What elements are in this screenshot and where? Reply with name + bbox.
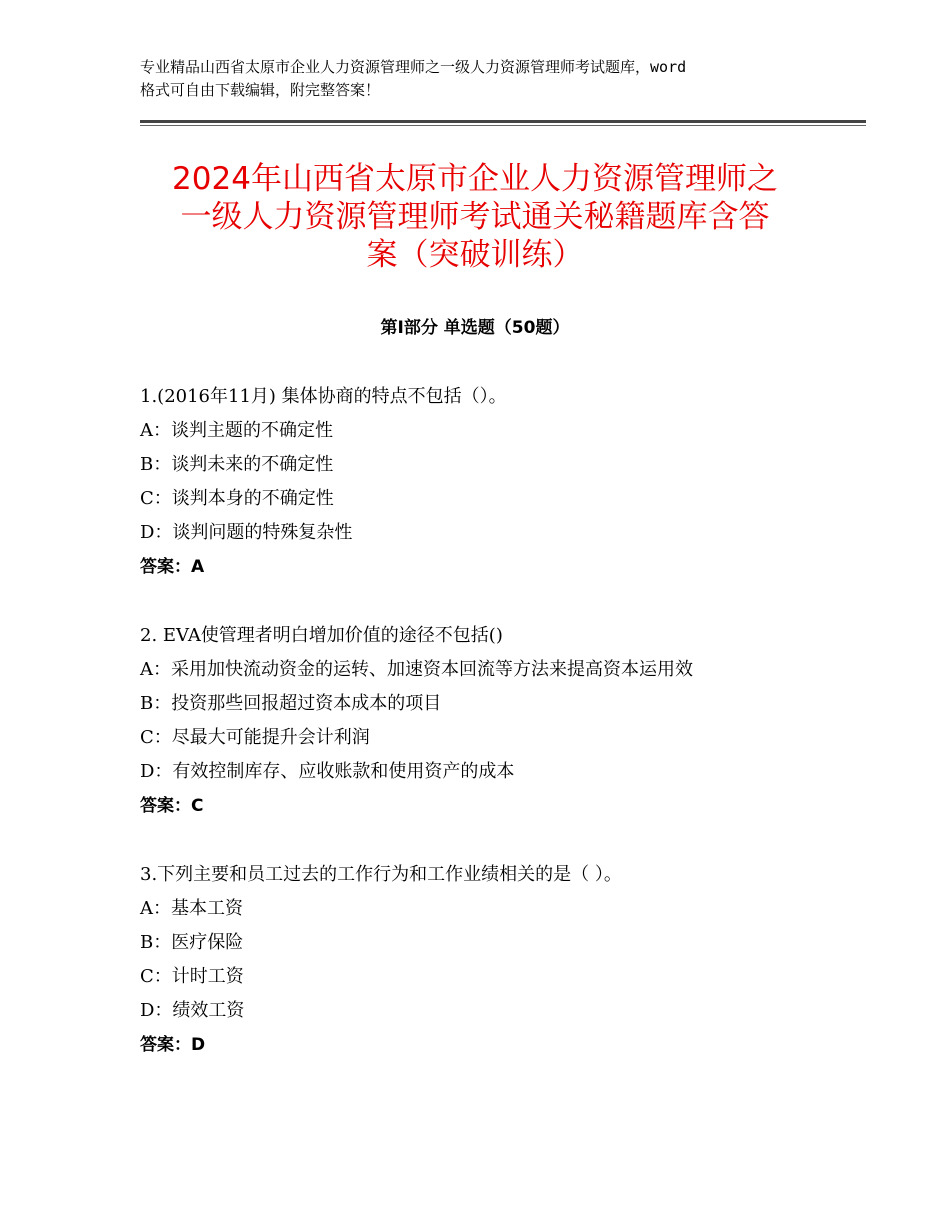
header-note-line-2: 格式可自由下载编辑，附完整答案！ [140,81,381,99]
option-a: A：采用加快流动资金的运转、加速资本回流等方法来提高资本运用效 [140,659,693,680]
question-3 [140,858,830,1062]
section-title: 第Ⅰ部分 单选题（50题） [380,318,570,338]
option-d: D：绩效工资 [140,1000,245,1021]
header-divider-thick [140,120,866,123]
question-stem: 2. EVA使管理者明白增加价值的途径不包括() [140,625,503,646]
option-b: B：投资那些回报超过资本成本的项目 [140,693,442,714]
option-a: A：谈判主题的不确定性 [140,420,333,441]
option-b: B：医疗保险 [140,932,244,953]
header-note-line-1: 专业精品山西省太原市企业人力资源管理师之一级人力资源管理师考试题库，word [140,58,687,76]
question-1 [140,380,830,584]
question-stem: 1.(2016年11月) 集体协商的特点不包括（）。 [140,386,507,407]
question-2 [140,619,830,823]
answer: 答案：C [140,796,204,816]
option-c: C：计时工资 [140,966,244,987]
document-title [120,160,830,274]
option-c: C：谈判本身的不确定性 [140,488,334,509]
option-c: C：尽最大可能提升会计利润 [140,727,370,748]
header-note [140,56,840,102]
document-title-line-1: 2024年山西省太原市企业人力资源管理师之 [172,161,778,197]
option-d: D：谈判问题的特殊复杂性 [140,522,353,543]
option-b: B：谈判未来的不确定性 [140,454,334,475]
option-d: D：有效控制库存、应收账款和使用资产的成本 [140,761,515,782]
answer: 答案：A [140,557,205,577]
header-divider-thin [140,125,866,126]
document-title-line-2: 一级人力资源管理师考试通关秘籍题库含答 [180,199,770,235]
option-a: A：基本工资 [140,898,243,919]
question-stem: 3.下列主要和员工过去的工作行为和工作业绩相关的是（ ）。 [140,864,622,885]
document-title-line-3: 案（突破训练） [366,237,584,273]
answer: 答案：D [140,1035,206,1055]
